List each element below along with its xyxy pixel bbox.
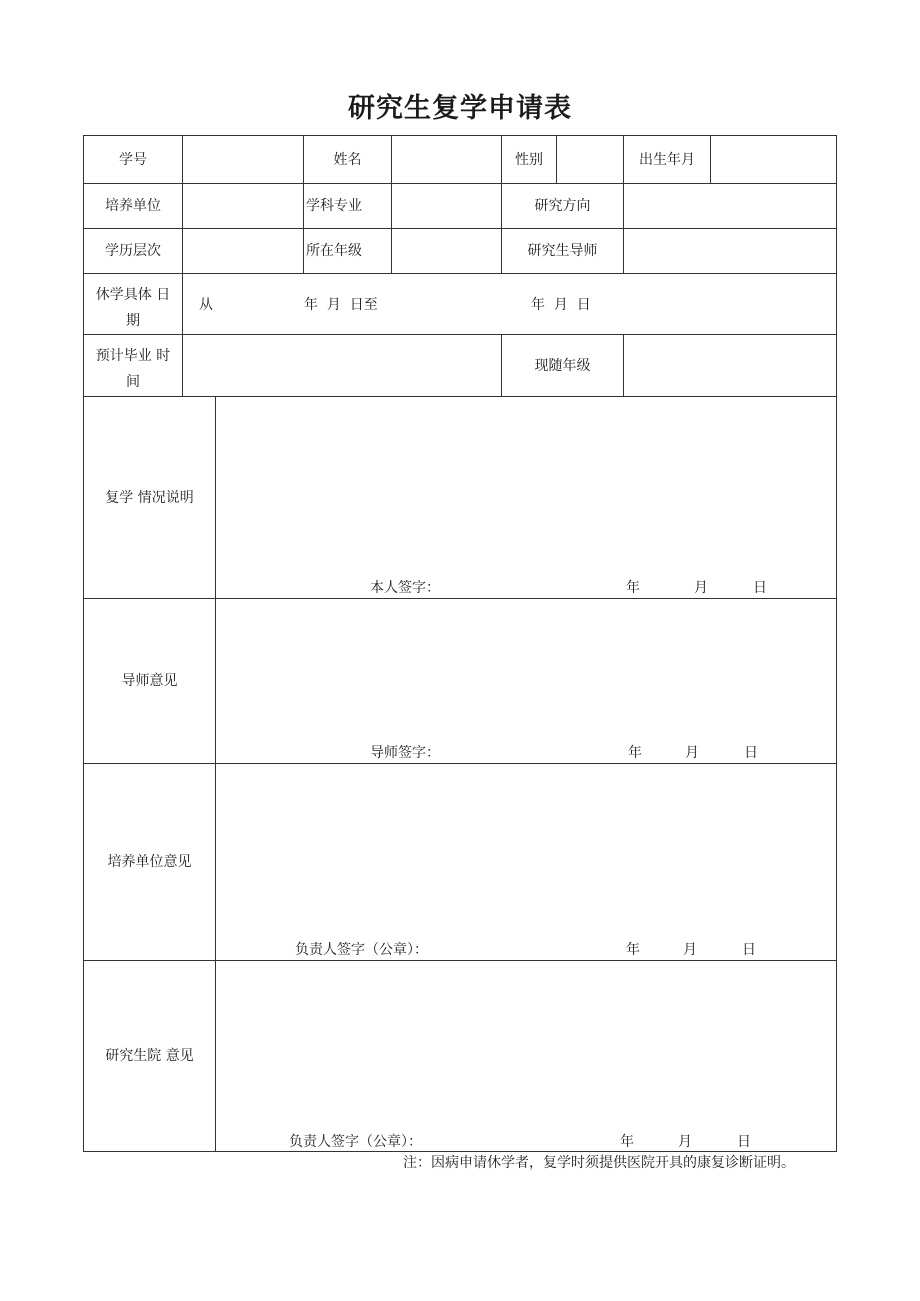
applicant-date-year: 年 — [626, 580, 640, 596]
unit-field[interactable] — [183, 184, 303, 228]
graduate-school-opinion-label: 研究生院 意见 — [105, 1048, 194, 1064]
reinstatement-explanation-field[interactable] — [216, 397, 836, 598]
current-grade-label: 现随年级 — [534, 357, 591, 374]
suspension-period-label-line2: 期 — [126, 313, 140, 329]
grade-label: 所在年级 — [306, 243, 362, 259]
advisor-signature-label: 导师签字： — [370, 745, 440, 761]
unit-signature-label: 负责人签字（公章）： — [295, 942, 428, 958]
advisor-field[interactable] — [624, 229, 836, 273]
period-from: 从 — [199, 297, 213, 313]
applicant-date-month: 月 — [694, 580, 708, 596]
research-direction-label: 研究方向 — [534, 198, 591, 214]
name-field[interactable] — [392, 136, 501, 183]
major-label: 学科专业 — [306, 198, 362, 214]
current-grade-field[interactable] — [624, 335, 836, 396]
unit-date-year: 年 — [626, 942, 640, 958]
graduate-school-date-day: 日 — [737, 1134, 751, 1150]
table-border-right — [836, 135, 837, 1152]
unit-label: 培养单位 — [105, 198, 161, 214]
graduate-school-date-year: 年 — [620, 1134, 634, 1150]
unit-date-day: 日 — [742, 942, 756, 958]
applicant-signature-label: 本人签字： — [370, 580, 440, 596]
student-id-label: 学号 — [119, 151, 147, 168]
birth-label: 出生年月 — [639, 151, 695, 168]
name-label: 姓名 — [333, 151, 362, 168]
form-title: 研究生复学申请表 — [348, 93, 572, 124]
unit-opinion-label: 培养单位意见 — [107, 854, 192, 870]
gender-field[interactable] — [557, 136, 623, 183]
birth-field[interactable] — [711, 136, 836, 183]
graduate-school-signature-label: 负责人签字（公章）： — [289, 1134, 422, 1150]
advisor-label: 研究生导师 — [527, 243, 598, 259]
education-level-field[interactable] — [183, 229, 303, 273]
education-level-label: 学历层次 — [105, 243, 161, 259]
reinstatement-explanation-label: 复学 情况说明 — [105, 489, 194, 506]
grade-field[interactable] — [392, 229, 501, 273]
gender-label: 性别 — [515, 151, 543, 168]
table-border-bottom — [83, 1151, 837, 1152]
graduate-school-opinion-field[interactable] — [216, 961, 836, 1151]
applicant-date-day: 日 — [753, 580, 767, 596]
expected-grad-label — [84, 335, 182, 396]
advisor-date-month: 月 — [685, 745, 699, 761]
unit-opinion-field[interactable] — [216, 764, 836, 960]
period-end-date: 年 月 日 — [531, 297, 591, 313]
research-direction-field[interactable] — [624, 184, 836, 228]
advisor-date-day: 日 — [744, 745, 758, 761]
suspension-period-field[interactable] — [183, 274, 836, 334]
expected-grad-label-line1: 预计毕业 时 — [95, 348, 171, 364]
period-start-date: 年 月 日至 — [304, 297, 378, 313]
suspension-period-label-line1: 休学具体 日 — [95, 287, 171, 303]
suspension-period-label — [84, 274, 182, 334]
major-field[interactable] — [392, 184, 501, 228]
advisor-opinion-field[interactable] — [216, 599, 836, 763]
expected-grad-label-line2: 间 — [126, 374, 140, 390]
advisor-opinion-label: 导师意见 — [121, 673, 178, 689]
footnote: 注：因病申请休学者，复学时须提供医院开具的康复诊断证明。 — [403, 1155, 795, 1171]
advisor-date-year: 年 — [628, 745, 642, 761]
unit-date-month: 月 — [683, 942, 697, 958]
graduate-school-date-month: 月 — [678, 1134, 692, 1150]
expected-grad-field[interactable] — [183, 335, 501, 396]
student-id-field[interactable] — [183, 136, 303, 183]
